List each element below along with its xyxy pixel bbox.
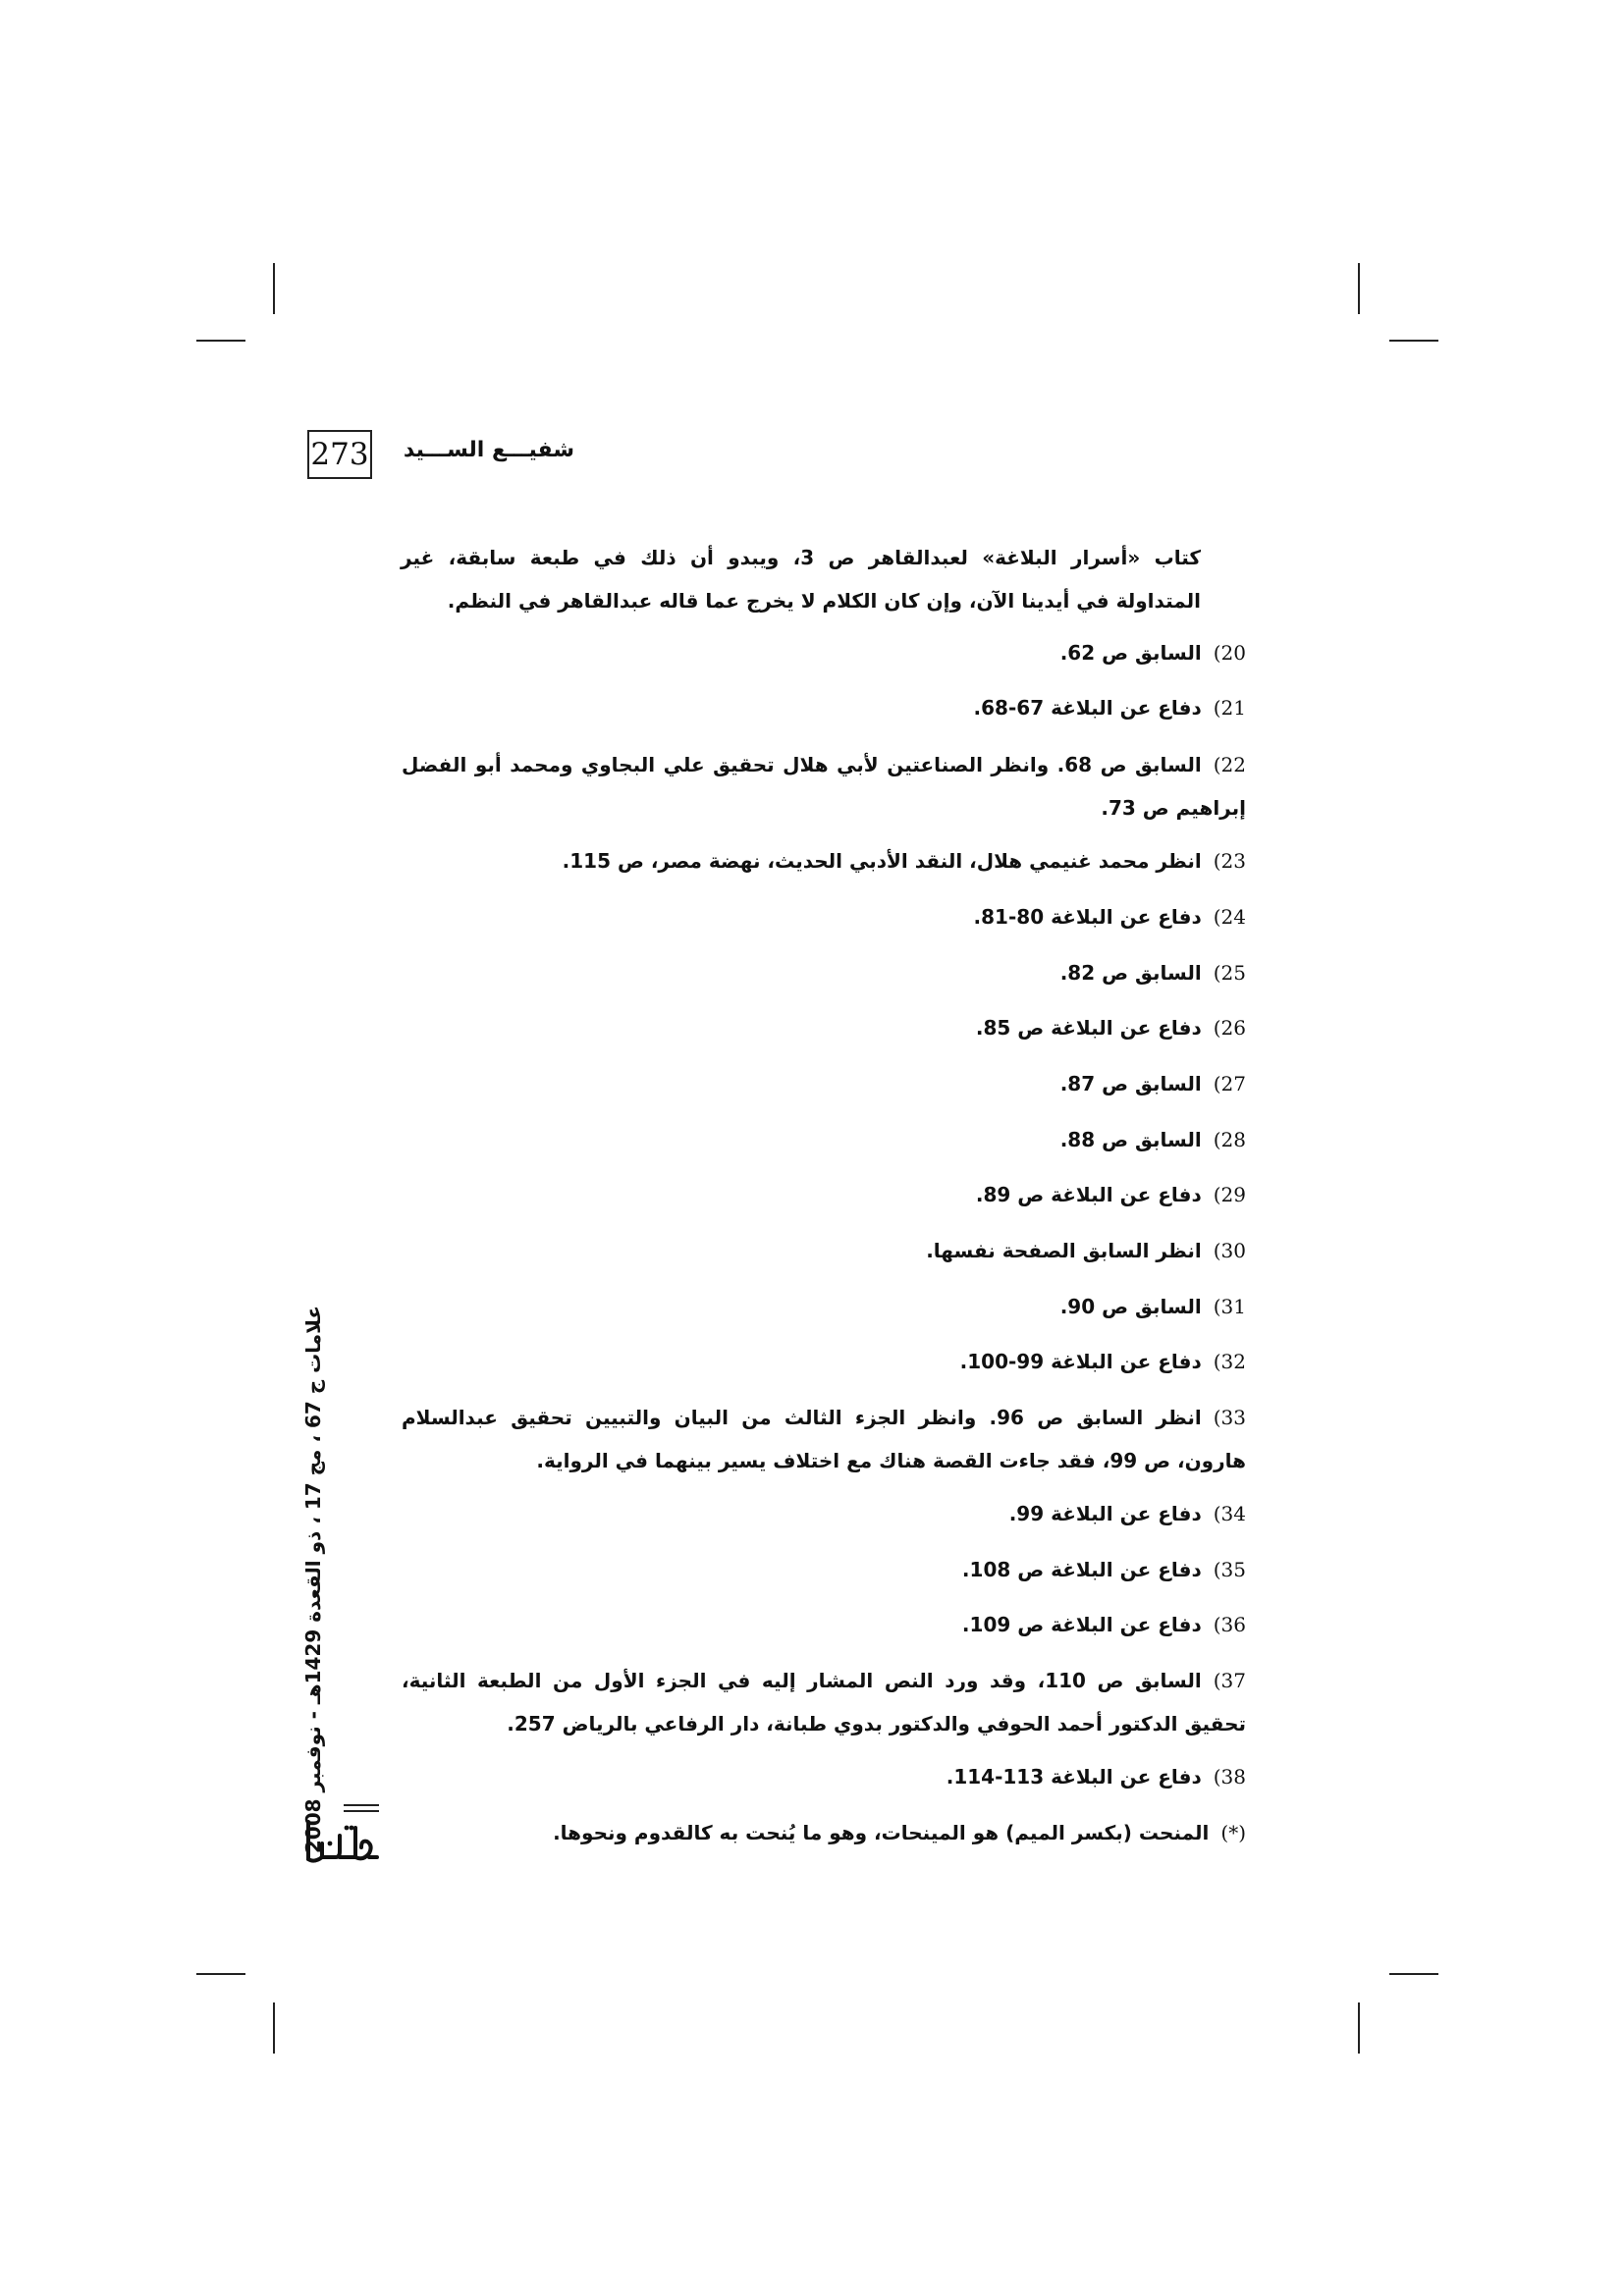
endnote-29 [976, 1173, 1246, 1216]
endnote-35 [962, 1548, 1246, 1591]
endnote-text: السابق ص 88. [1059, 1128, 1202, 1151]
endnote-text: السابق ص 87. [1059, 1072, 1202, 1095]
endnote-number: 23) [1213, 849, 1246, 873]
endnote-text: دفاع عن البلاغة 99. [1008, 1502, 1202, 1525]
endnote-number: 21) [1213, 696, 1246, 720]
endnote-text: دفاع عن البلاغة ص 108. [961, 1558, 1202, 1581]
footer-divider-second [344, 1810, 379, 1812]
endnote-text: انظر السابق ص 96. وانظر الجزء الثالث من البيان والتبيين تحقيق عبدالسلام هارون، ص 99، فقد جاءت القصة هناك مع اختلاف يسير بينهما في الرواية. [402, 1406, 1246, 1472]
crop-mark-bottom-left-vertical [273, 2002, 275, 2054]
endnote-20 [1060, 631, 1246, 674]
endnote-28 [1060, 1118, 1246, 1161]
crop-mark-top-left-vertical [273, 263, 275, 314]
endnote-text: انظر محمد غنيمي هلال، النقد الأدبي الحديث، نهضة مصر، ص 115. [562, 849, 1202, 873]
endnote-number: 37) [1213, 1669, 1246, 1692]
endnote-number: 33) [1213, 1406, 1246, 1429]
crop-mark-top-left-horizontal [196, 340, 245, 342]
crop-mark-bottom-right-vertical [1358, 2002, 1360, 2054]
endnote-number: 36) [1213, 1613, 1246, 1636]
endnote-32 [960, 1340, 1246, 1383]
endnote-number: 31) [1213, 1295, 1246, 1318]
endnote-text: دفاع عن البلاغة 99-100. [959, 1350, 1202, 1373]
endnote-text: السابق ص 68. وانظر الصناعتين لأبي هلال تحقيق علي البجاوي ومحمد أبو الفضل إبراهيم ص 73. [402, 753, 1246, 820]
endnote-31 [1060, 1285, 1246, 1328]
endnote-number: 28) [1213, 1128, 1246, 1151]
endnote-text: دفاع عن البلاغة ص 85. [975, 1016, 1202, 1040]
endnote-text: دفاع عن البلاغة 113-114. [946, 1765, 1202, 1789]
intro-paragraph: كتاب «أسرار البلاغة» لعبدالقاهر ص 3، ويبدو أن ذلك في طبعة سابقة، غير المتداولة في أيدينا الآن، وإن كان الكلام لا يخرج عما قاله عبدالقاهر في النظم. [401, 546, 1201, 613]
endnote-text: انظر السابق الصفحة نفسها. [926, 1239, 1202, 1262]
endnote-36 [962, 1603, 1246, 1646]
endnote-number: (*) [1220, 1821, 1246, 1844]
running-header-author: شفيـــع الســـيد [403, 438, 574, 462]
endnote-26 [976, 1006, 1246, 1049]
endnote-text: السابق ص 82. [1059, 961, 1202, 985]
endnote-text: دفاع عن البلاغة 80-81. [973, 905, 1202, 929]
endnote-number: 26) [1213, 1016, 1246, 1040]
endnote-37 [402, 1659, 1246, 1745]
endnote-number: 27) [1213, 1072, 1246, 1095]
journal-issue-info: علامات ج 67 ، مج 17 ، ذو القعدة 1429هـ - نوفمبر 2008 [301, 1306, 325, 1854]
endnote-25 [1060, 951, 1246, 994]
endnote-number: 22) [1213, 753, 1246, 776]
endnote-33 [402, 1396, 1246, 1482]
endnote-number: 34) [1213, 1502, 1246, 1525]
endnote-23 [563, 839, 1246, 882]
endnote-22 [402, 743, 1246, 829]
crop-mark-top-right-horizontal [1389, 340, 1438, 342]
footer-divider [344, 1804, 379, 1806]
endnote-number: 30) [1213, 1239, 1246, 1262]
endnote-number: 32) [1213, 1350, 1246, 1373]
crop-mark-bottom-right-horizontal [1389, 1973, 1438, 1975]
endnote-text: السابق ص 110، وقد ورد النص المشار إليه في الجزء الأول من الطبعة الثانية، تحقيق الدكتور أحمد الحوفي والدكتور بدوي طبانة، دار الرفاعي بالرياض 257. [402, 1669, 1246, 1735]
endnote-27 [1060, 1062, 1246, 1105]
endnote-asterisk [553, 1811, 1246, 1854]
endnote-24 [974, 895, 1246, 938]
endnote-text: دفاع عن البلاغة ص 89. [975, 1183, 1202, 1206]
endnote-34 [1009, 1492, 1246, 1535]
endnote-21 [974, 686, 1246, 729]
endnote-number: 20) [1213, 641, 1246, 665]
crop-mark-top-right-vertical [1358, 263, 1360, 314]
journal-logo [300, 1814, 383, 1867]
endnote-text: دفاع عن البلاغة ص 109. [961, 1613, 1202, 1636]
endnote-text: السابق ص 62. [1059, 641, 1202, 665]
endnote-number: 25) [1213, 961, 1246, 985]
endnote-number: 35) [1213, 1558, 1246, 1581]
endnote-text: السابق ص 90. [1059, 1295, 1202, 1318]
endnote-text: المنحت (بكسر الميم) هو المينحات، وهو ما يُنحت به كالقدوم ونحوها. [553, 1821, 1210, 1844]
endnote-text: دفاع عن البلاغة 67-68. [973, 696, 1202, 720]
crop-mark-bottom-left-horizontal [196, 1973, 245, 1975]
endnote-number: 38) [1213, 1765, 1246, 1789]
endnote-number: 29) [1213, 1183, 1246, 1206]
page-number: 273 [307, 430, 372, 479]
endnote-38 [947, 1755, 1246, 1798]
endnote-number: 24) [1213, 905, 1246, 929]
endnote-30 [926, 1229, 1246, 1272]
